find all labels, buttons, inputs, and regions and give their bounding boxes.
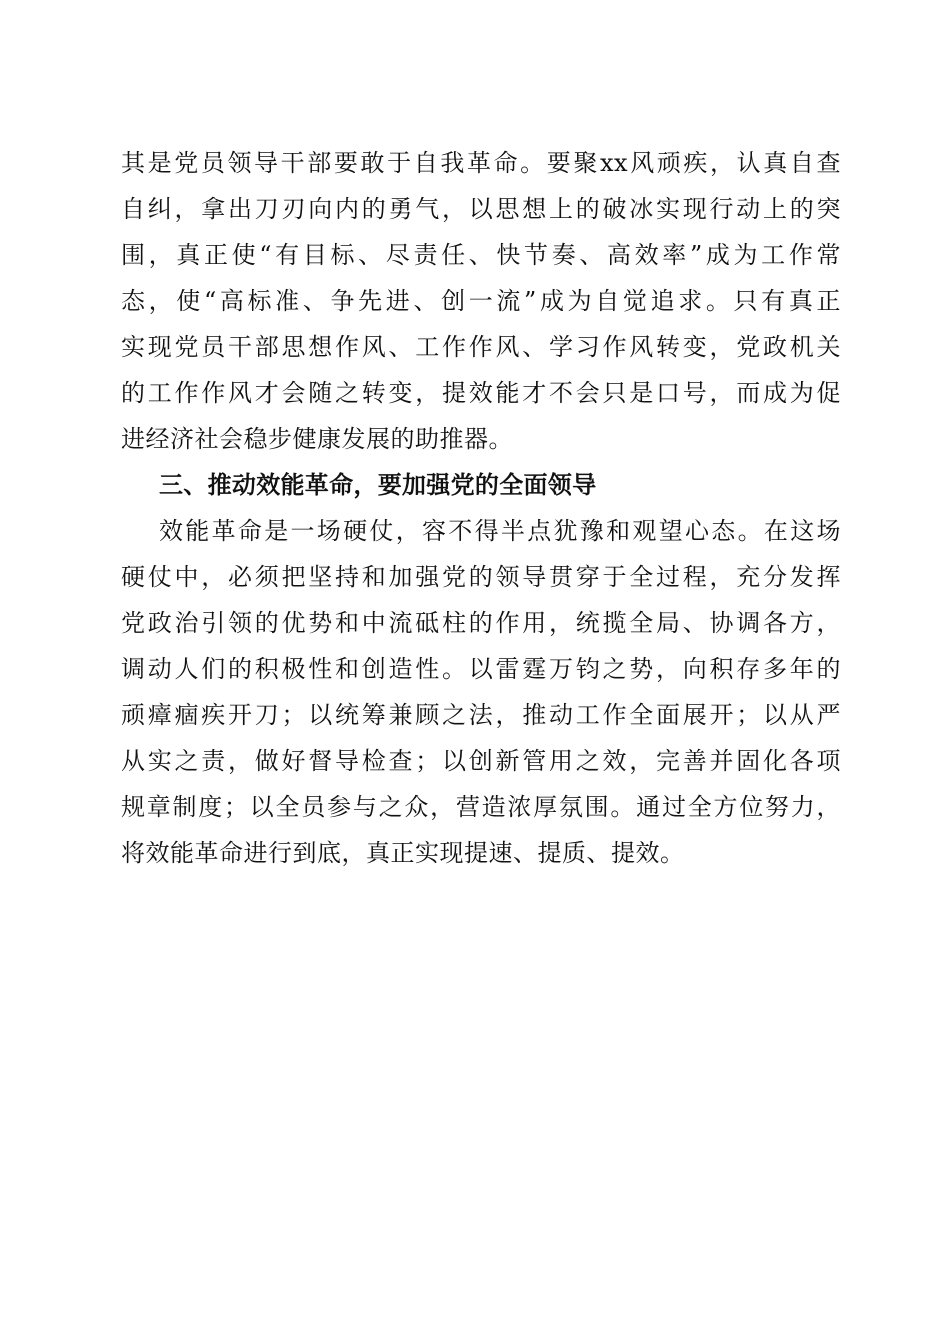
text-line: 态，使“高标准、争先进、创一流”成为自觉追求。只有真正 xyxy=(121,287,841,315)
text-line: 顽瘴痼疾开刀；以统筹兼顾之法，推动工作全面展开；以从严 xyxy=(121,701,841,729)
paragraph-section3 xyxy=(121,508,841,876)
text-line: 从实之责，做好督导检查；以创新管用之效，完善并固化各项 xyxy=(121,747,841,775)
text-line: 党政治引领的优势和中流砥柱的作用，统揽全局、协调各方， xyxy=(121,609,841,637)
paragraph-continuation xyxy=(121,140,841,462)
text-line: 其是党员领导干部要敢于自我革命。要聚xx风顽疾，认真自查 xyxy=(121,149,841,177)
text-line: 调动人们的积极性和创造性。以雷霆万钧之势，向积存多年的 xyxy=(121,655,841,683)
text-line: 规章制度；以全员参与之众，营造浓厚氛围。通过全方位努力， xyxy=(121,793,841,821)
text-line: 实现党员干部思想作风、工作作风、学习作风转变，党政机关 xyxy=(121,333,841,361)
text-line: 将效能革命进行到底，真正实现提速、提质、提效。 xyxy=(121,839,685,867)
text-line: 进经济社会稳步健康发展的助推器。 xyxy=(121,425,513,453)
text-line: 的工作作风才会随之转变，提效能才不会只是口号，而成为促 xyxy=(121,379,841,407)
text-line: 自纠，拿出刀刃向内的勇气，以思想上的破冰实现行动上的突 xyxy=(121,195,841,223)
section-heading: 三、推动效能革命，要加强党的全面领导 xyxy=(159,471,597,499)
document-body xyxy=(121,140,841,876)
text-line: 效能革命是一场硬仗，容不得半点犹豫和观望心态。在这场 xyxy=(159,517,841,545)
text-line: 围，真正使“有目标、尽责任、快节奏、高效率”成为工作常 xyxy=(121,241,841,269)
text-line: 硬仗中，必须把坚持和加强党的领导贯穿于全过程，充分发挥 xyxy=(121,563,841,591)
